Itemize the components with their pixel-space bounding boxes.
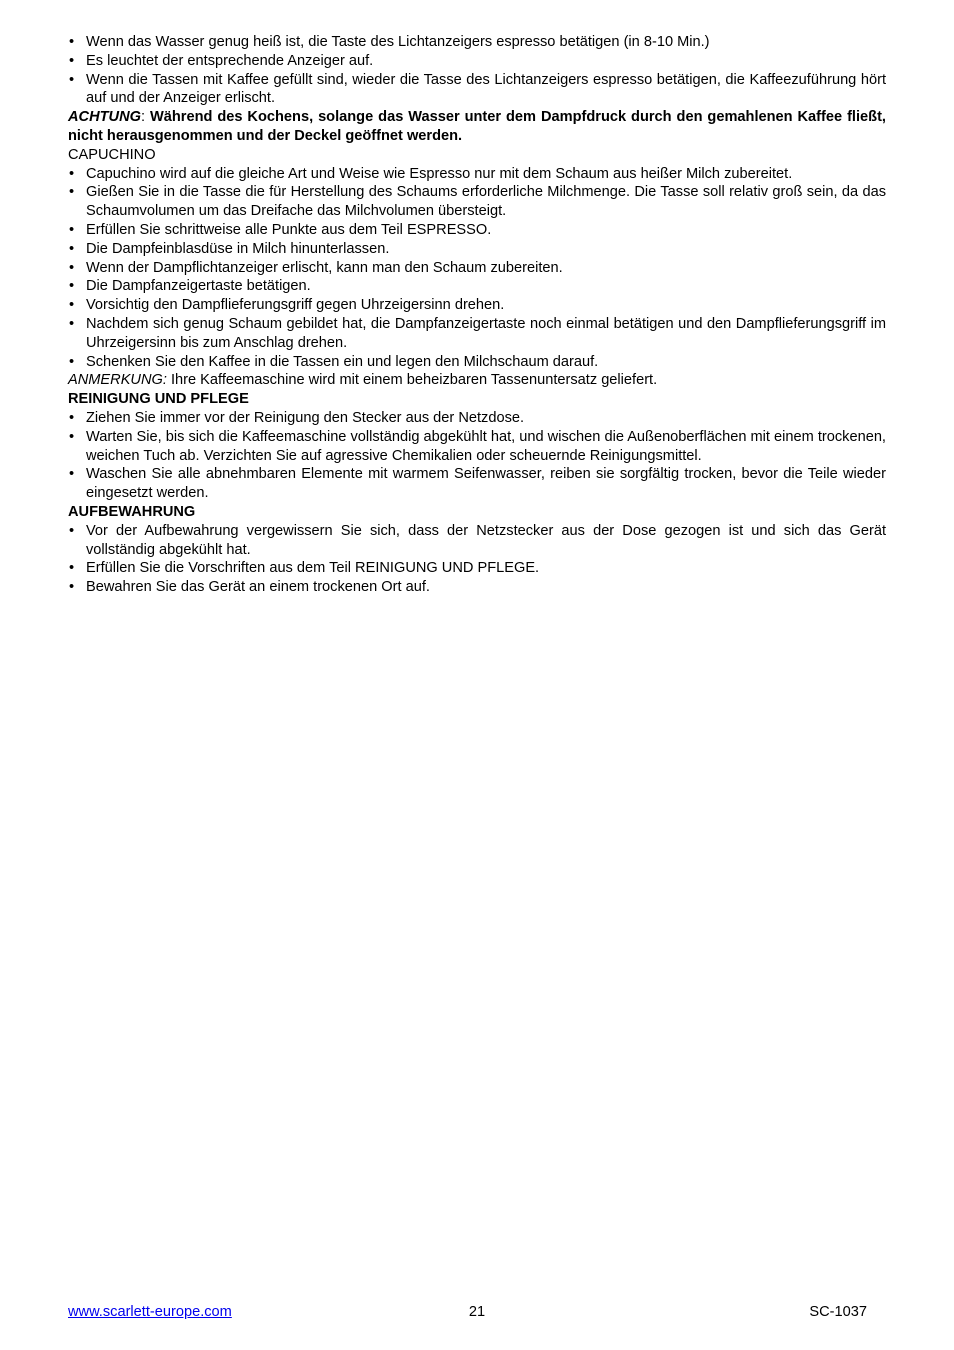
cleaning-heading: REINIGUNG UND PFLEGE — [68, 391, 249, 408]
list-item: • Gießen Sie in die Tasse die für Herstellung des Schaums erforderliche Milchmenge. Die Tasse soll relativ groß sein, da das Schaumvolumen um das Dreifache das Milchvolumen übersteigt. — [68, 183, 886, 221]
capuchino-heading: CAPUCHINO — [68, 146, 156, 163]
storage-list — [68, 522, 886, 597]
list-item: • Capuchino wird auf die gleiche Art und Weise wie Espresso nur mit dem Schaum aus heißer Milch zubereitet. — [68, 165, 886, 184]
note-paragraph — [68, 371, 886, 390]
list-item: • Wenn der Dampflichtanzeiger erlischt, kann man den Schaum zubereiten. — [68, 259, 886, 278]
list-item: • Warten Sie, bis sich die Kaffeemaschine vollständig abgekühlt hat, und wischen die Außenoberflächen mit einem trockenen, weichen Tuch ab. Verzichten Sie auf agressive Chemikalien oder scheuernde Reinigungsmittel. — [68, 428, 886, 466]
list-item: • Nachdem sich genug Schaum gebildet hat, die Dampfanzeigertaste noch einmal betätigen und den Dampflieferungsgriff im Uhrzeigersinn bis zum Anschlag drehen. — [68, 315, 886, 353]
list-item: • Ziehen Sie immer vor der Reinigung den Stecker aus der Netzdose. — [68, 409, 886, 428]
page-number: 21 — [468, 1304, 486, 1320]
list-item: • Bewahren Sie das Gerät an einem trockenen Ort auf. — [68, 578, 886, 597]
list-item: • Schenken Sie den Kaffee in die Tassen ein und legen den Milchschaum darauf. — [68, 353, 886, 372]
page-footer — [68, 1303, 886, 1323]
list-item: • Es leuchtet der entsprechende Anzeiger auf. — [68, 52, 886, 71]
warning-label: ACHTUNG — [68, 109, 141, 126]
warning-text: Während des Kochens, solange das Wasser unter dem Dampfdruck durch den gemahlenen Kaffee fließt, nicht herausgenommen und der Deckel geöffnet werden. — [68, 109, 886, 144]
list-item: • Erfüllen Sie schrittweise alle Punkte aus dem Teil ESPRESSO. — [68, 221, 886, 240]
list-item: • Wenn das Wasser genug heiß ist, die Taste des Lichtanzeigers espresso betätigen (in 8-10 Min.) — [68, 33, 886, 52]
storage-heading: AUFBEWAHRUNG — [68, 503, 196, 520]
list-item: • Waschen Sie alle abnehmbaren Elemente mit warmem Seifenwasser, reiben sie sorgfältig trocken, bevor die Teile wieder eingesetzt werden. — [68, 465, 886, 503]
list-item: • Erfüllen Sie die Vorschriften aus dem Teil REINIGUNG UND PFLEGE. — [68, 559, 886, 578]
espresso-steps-list — [68, 33, 886, 108]
website-link[interactable]: www.scarlett-europe.com — [68, 1304, 232, 1320]
list-item: • Die Dampfanzeigertaste betätigen. — [68, 277, 886, 296]
list-item: • Die Dampfeinblasdüse in Milch hinunterlassen. — [68, 240, 886, 259]
warning-paragraph: ACHTUNG: Während des Kochens, solange das Wasser unter dem Dampfdruck durch den gemahlenen Kaffee fließt, nicht herausgenommen und der Deckel geöffnet werden. — [68, 109, 886, 144]
model-number: SC-1037 — [809, 1304, 867, 1320]
note-text: Ihre Kaffeemaschine wird mit einem beheizbaren Tassenuntersatz geliefert. — [170, 372, 658, 389]
list-item: • Vor der Aufbewahrung vergewissern Sie sich, dass der Netzstecker aus der Dose gezogen ist und sich das Gerät vollständig abgekühlt hat. — [68, 522, 886, 560]
list-item: • Vorsichtig den Dampflieferungsgriff gegen Uhrzeigersinn drehen. — [68, 296, 886, 315]
page-content — [68, 33, 886, 597]
cleaning-list — [68, 409, 886, 503]
note-label: ANMERKUNG: — [68, 372, 167, 389]
list-item: • Wenn die Tassen mit Kaffee gefüllt sind, wieder die Tasse des Lichtanzeigers espresso betätigen, die Kaffeezuführung hört auf und der Anzeiger erlischt. — [68, 71, 886, 109]
capuchino-list — [68, 165, 886, 372]
